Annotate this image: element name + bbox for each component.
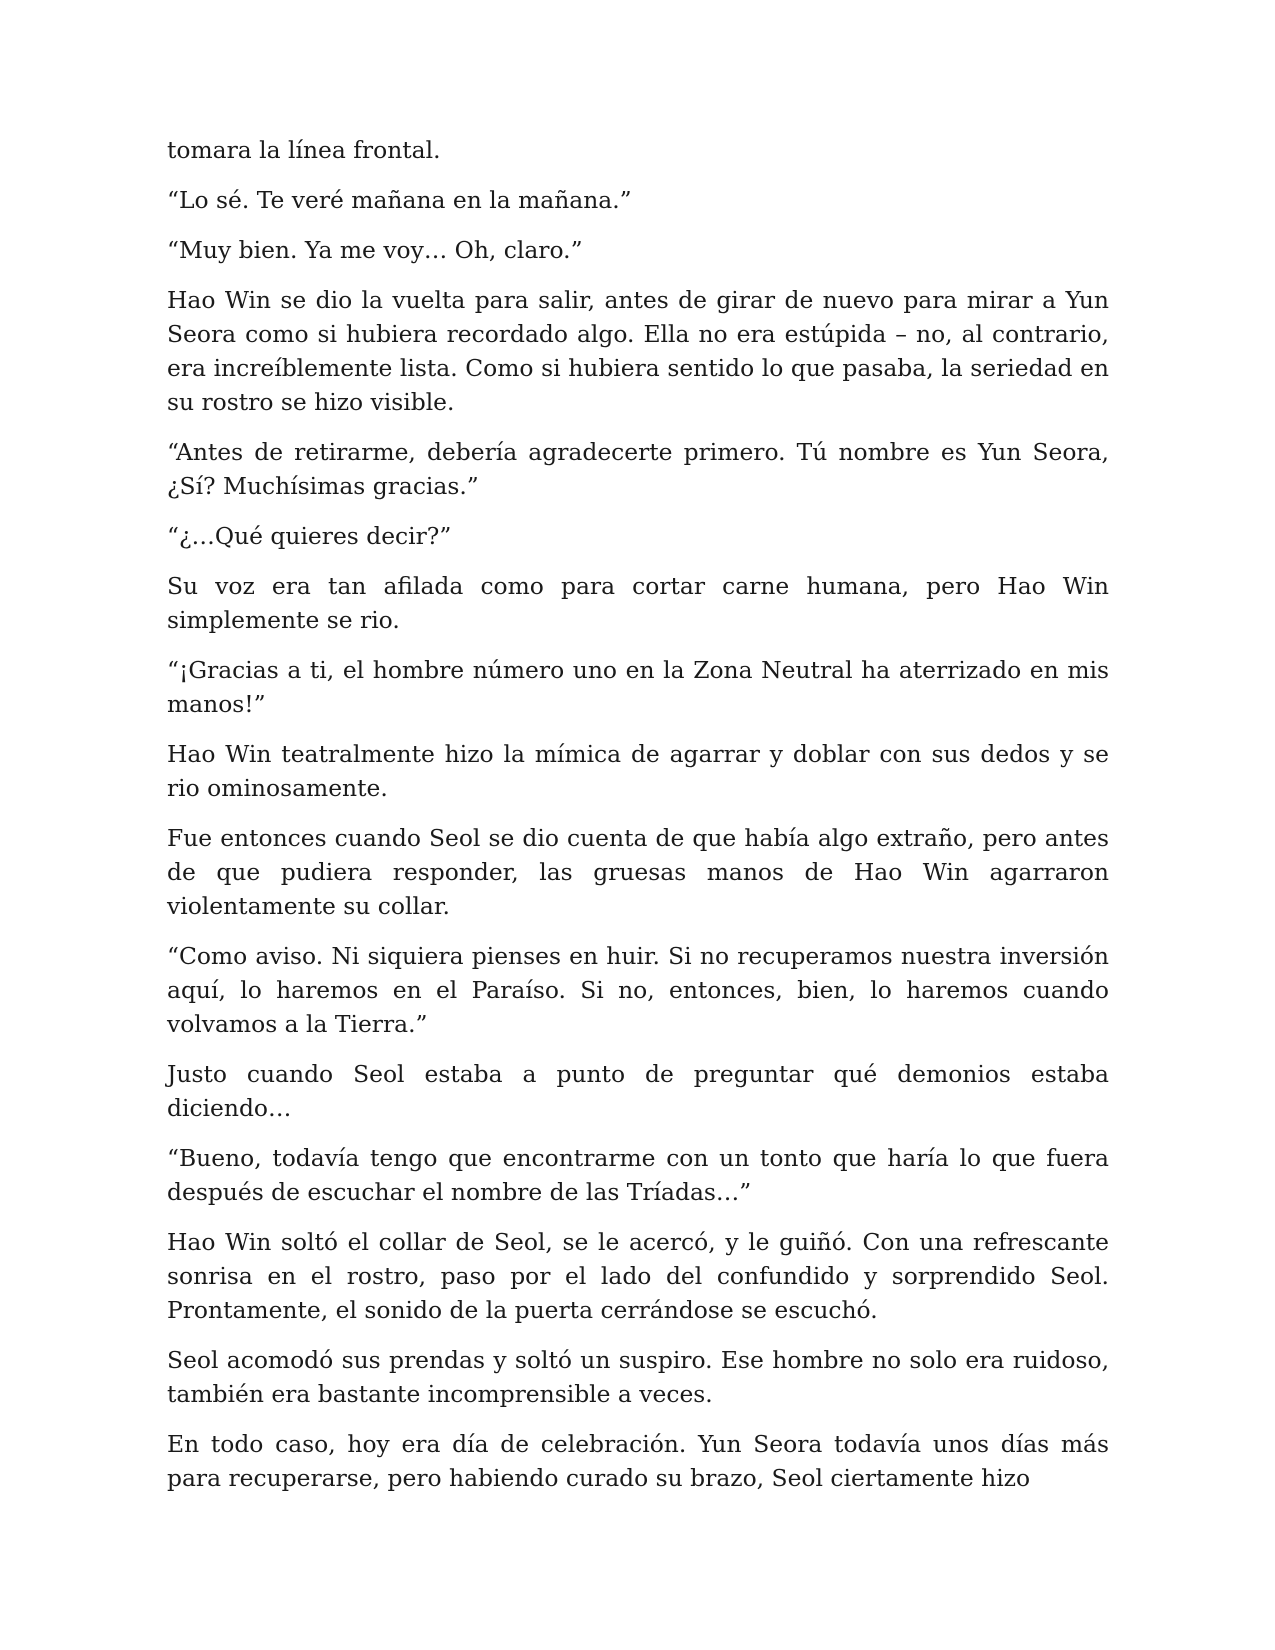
paragraph-13: “Bueno, todavía tengo que encontrarme con un tonto que haría lo que fuera después de escuchar el nombre de las Tríadas…” <box>167 1144 1109 1206</box>
paragraph-12: Justo cuando Seol estaba a punto de preguntar qué demonios estaba diciendo… <box>167 1060 1109 1122</box>
paragraph-10: Fue entonces cuando Seol se dio cuenta de que había algo extraño, pero antes de que pudiera responder, las gruesas manos de Hao Win agarraron violentamente su collar. <box>167 824 1109 920</box>
paragraph-8: “¡Gracias a ti, el hombre número uno en la Zona Neutral ha aterrizado en mis manos!” <box>167 656 1109 718</box>
paragraph-1: tomara la línea frontal. <box>167 136 441 164</box>
paragraph-16: En todo caso, hoy era día de celebración. Yun Seora todavía unos días más para recuperarse, pero habiendo curado su brazo, Seol ciertamente hizo <box>167 1430 1109 1492</box>
document-page <box>167 133 1109 1511</box>
paragraph-4: Hao Win se dio la vuelta para salir, antes de girar de nuevo para mirar a Yun Seora como si hubiera recordado algo. Ella no era estúpida – no, al contrario, era increíblemente lista. Como si hubiera sentido lo que pasaba, la seriedad en su rostro se hizo visible. <box>167 286 1109 416</box>
paragraph-7: Su voz era tan afilada como para cortar carne humana, pero Hao Win simplemente se rio. <box>167 572 1109 634</box>
paragraph-3: “Muy bien. Ya me voy… Oh, claro.” <box>167 236 583 264</box>
paragraph-9: Hao Win teatralmente hizo la mímica de agarrar y doblar con sus dedos y se rio ominosamente. <box>167 740 1109 802</box>
paragraph-15: Seol acomodó sus prendas y soltó un suspiro. Ese hombre no solo era ruidoso, también era bastante incomprensible a veces. <box>167 1346 1109 1408</box>
paragraph-6: “¿…Qué quieres decir?” <box>167 522 452 550</box>
paragraph-14: Hao Win soltó el collar de Seol, se le acercó, y le guiñó. Con una refrescante sonrisa en el rostro, paso por el lado del confundido y sorprendido Seol. Prontamente, el sonido de la puerta cerrándose se escuchó. <box>167 1228 1109 1324</box>
paragraph-2: “Lo sé. Te veré mañana en la mañana.” <box>167 186 632 214</box>
paragraph-11: “Como aviso. Ni siquiera pienses en huir. Si no recuperamos nuestra inversión aquí, lo haremos en el Paraíso. Si no, entonces, bien, lo haremos cuando volvamos a la Tierra.” <box>167 942 1109 1038</box>
paragraph-5: “Antes de retirarme, debería agradecerte primero. Tú nombre es Yun Seora, ¿Sí? Muchísimas gracias.” <box>167 438 1109 500</box>
